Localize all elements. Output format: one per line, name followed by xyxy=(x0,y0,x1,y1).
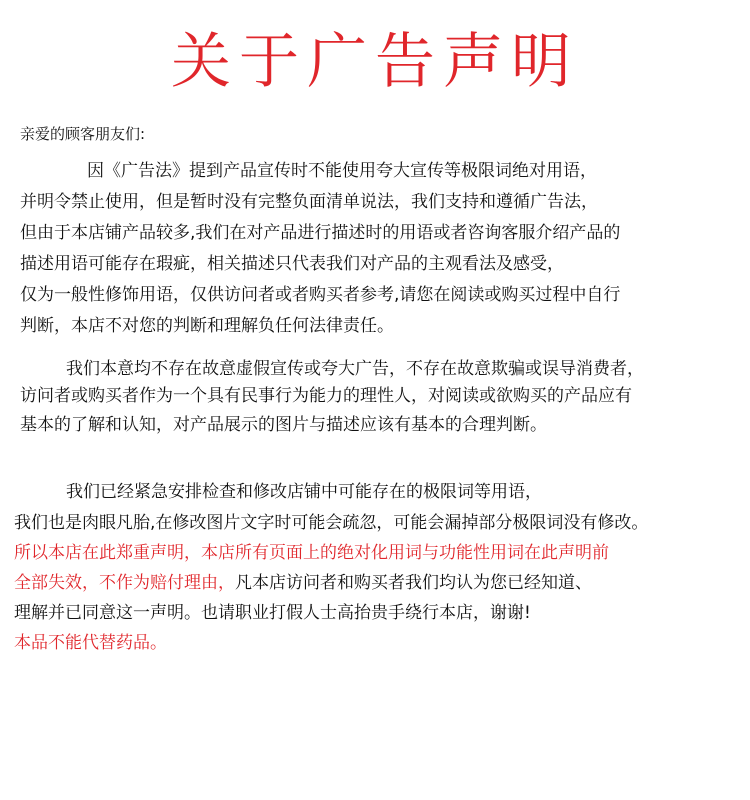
statement-continuation: 凡本店访问者和购买者我们均认为您已经知道、 xyxy=(235,573,592,593)
paragraph-1-line: 并明令禁止使用，但是暂时没有完整负面清单说法，我们支持和遵循广告法， xyxy=(20,192,598,212)
paragraph-4-line: 理解并已同意这一声明。也请职业打假人士高抬贵手绕行本店，谢谢! xyxy=(14,603,531,623)
greeting: 亲爱的顾客朋友们: xyxy=(20,125,146,143)
red-statement-text: 全部失效，不作为赔付理由， xyxy=(14,573,235,593)
paragraph-3-line: 我们已经紧急安排检查和修改店铺中可能存在的极限词等用语， xyxy=(66,482,542,502)
paragraph-1-line: 仅为一般性修饰用语，仅供访问者或者购买者参考,请您在阅读或购买过程中自行 xyxy=(20,285,621,305)
red-statement-line: 所以本店在此郑重声明，本店所有页面上的绝对化用词与功能性用词在此声明前 xyxy=(14,543,609,563)
paragraph-3-line: 我们也是肉眼凡胎,在修改图片文字时可能会疏忽，可能会漏掉部分极限词没有修改。 xyxy=(14,513,649,533)
paragraph-1-line: 描述用语可能存在瑕疵，相关描述只代表我们对产品的主观看法及感受， xyxy=(20,254,564,274)
paragraph-1-line: 因《广告法》提到产品宣传时不能使用夸大宣传等极限词绝对用语， xyxy=(87,161,597,181)
paragraph-2-line: 基本的了解和认知，对产品展示的图片与描述应该有基本的合理判断。 xyxy=(20,415,547,435)
paragraph-2-line: 访问者或购买者作为一个具有民事行为能力的理性人，对阅读或欲购买的产品应有 xyxy=(20,386,632,406)
drug-notice: 本品不能代替药品。 xyxy=(14,633,167,653)
announcement-title: 关于广告声明 xyxy=(171,27,579,97)
paragraph-1-line: 但由于本店铺产品较多,我们在对产品进行描述时的用语或者咨询客服介绍产品的 xyxy=(20,223,621,243)
red-statement-line-2 xyxy=(14,570,592,596)
paragraph-1-line: 判断，本店不对您的判断和理解负任何法律责任。 xyxy=(20,316,394,336)
paragraph-2-line: 我们本意均不存在故意虚假宣传或夸大广告，不存在故意欺骗或误导消费者， xyxy=(66,359,644,379)
